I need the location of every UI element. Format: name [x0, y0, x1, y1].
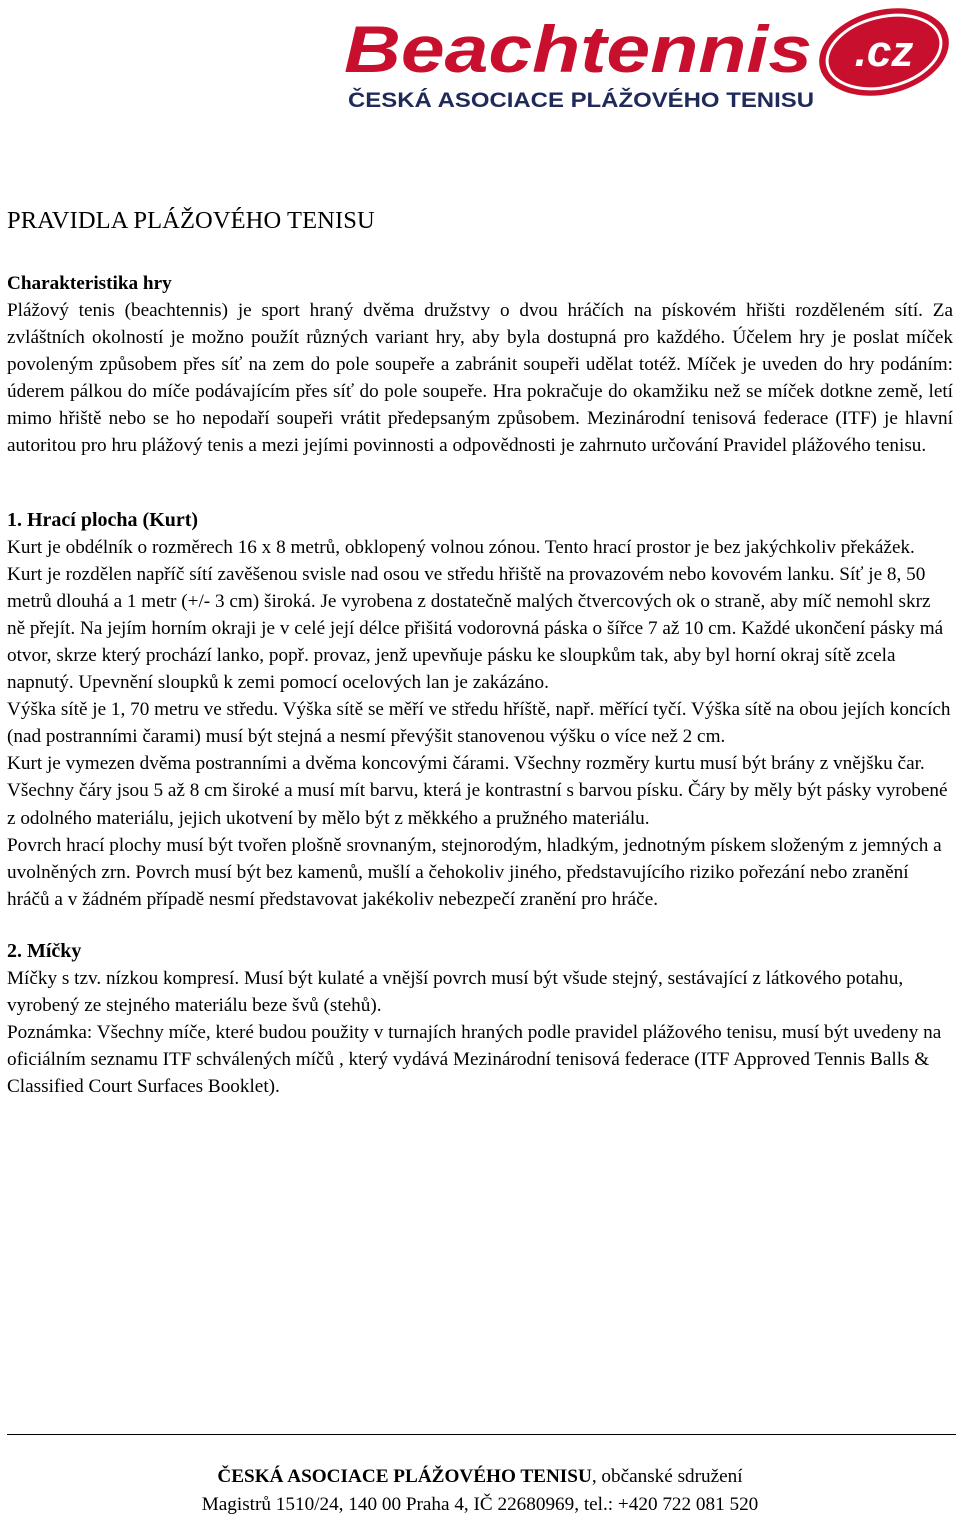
- paragraph: Povrch hrací plochy musí být tvořen plošně srovnaným, stejnorodým, hladkým, jednotným pískem složeným z jemných a uvolněných zrn. Povrch musí být bez kamenů, mušlí a čehokoliv jiného, představujícího riziko pořezání nebo zranění hráčů a v žádném případě nesmí představovat jakékoliv nebezpečí zranění pro hráče.: [7, 834, 942, 910]
- logo-tld: .cz: [854, 27, 914, 76]
- paragraph: Míčky s tzv. nízkou kompresí. Musí být kulaté a vnější povrch musí být všude stejný, sestávající z látkového potahu, vyrobený ze stejného materiálu beze švů (stehů).: [7, 967, 904, 1016]
- logo-cz-badge: [810, 6, 958, 109]
- paragraph: Kurt je obdélník o rozměrech 16 x 8 metrů, obklopený volnou zónou. Tento hrací prostor je bez jakýchkoliv překážek.: [7, 536, 915, 558]
- section-heading: 1. Hrací plocha (Kurt): [7, 508, 199, 531]
- section-characteristics: [7, 270, 953, 460]
- section-heading: 2. Míčky: [7, 939, 82, 962]
- paragraph: Kurt je vymezen dvěma postranními a dvěma koncovými čárami. Všechny rozměry kurtu musí být brány z vnějšku čar. Všechny čáry jsou 5 až 8 cm široké a musí mít barvu, která je kontrastní s barvou písku. Čáry by měly být pásky vyrobené z odolného materiálu, jejich ukotvení by mělo být z měkkého a pružného materiálu.: [7, 753, 948, 829]
- section-heading: Charakteristika hry: [7, 273, 172, 294]
- footer-address: Magistrů 1510/24, 140 00 Praha 4, IČ 22680969, tel.: +420 722 081 520: [201, 1494, 759, 1515]
- footer: [0, 1463, 960, 1519]
- document-title: PRAVIDLA PLÁŽOVÉHO TENISU: [7, 207, 375, 234]
- paragraph: Plážový tenis (beachtennis) je sport hraný dvěma družstvy o dvou hráčích na pískovém hřišti rozděleném sítí. Za zvláštních okolností je možno použít různých variant hry, aby byla dostupná pro každého. Účelem hry je poslat míček povoleným způsobem přes síť na zem do pole soupeře a zabránit soupeři udělat totéž. Míček je uveden do hry podáním: úderem pálkou do míče podávajícím přes síť do pole soupeře. Hra pokračuje do okamžiku než se míček dotkne země, letí mimo hřiště nebo se ho nepodaří soupeři vrátit předepsaným způsobem. Mezinárodní tenisová federace (ITF) je hlavní autoritou pro hru plážový tenis a mezi jejími povinnosti a odpovědnosti je zahrnuto určování Pravidel plážového tenisu.: [7, 300, 953, 457]
- section-balls: [7, 938, 953, 1100]
- logo-wordmark: Beachtennis: [344, 12, 812, 86]
- footer-divider: [7, 1434, 956, 1435]
- beachtennis-logo: [338, 6, 958, 116]
- section-court: [7, 507, 953, 913]
- paragraph: Výška sítě je 1, 70 metru ve středu. Výška sítě se měří ve středu hříště, např. měřící tyčí. Výška sítě na obou jejích koncích (nad postranními čarami) musí být stejná a nesmí převýšit stanovenou výšku o více než 2 cm.: [7, 699, 951, 748]
- paragraph: Kurt je rozdělen napříč sítí zavěšenou svisle nad osou ve středu hřiště na provazovém nebo kovovém lanku. Síť je 8, 50 metrů dlouhá a 1 metr (+/- 3 cm) široká. Je vyrobena z dostatečně malých čtvercových ok o straně, aby míč nemohl skrz ně přejít. Na jejím horním okraji je v celé její délce přišitá vodorovná páska o šířce 7 až 10 cm. Každé ukončení pásky má otvor, skrze který prochází lanko, popř. provaz, jenž upevňuje pásku ke sloupkům tak, aby byl horní okraj sítě zcela napnutý. Upevnění sloupků k zemi pomocí ocelových lan je zakázáno.: [7, 563, 944, 694]
- document-body: [7, 205, 953, 1100]
- logo-tagline: ČESKÁ ASOCIACE PLÁŽOVÉHO TENISU: [348, 89, 757, 112]
- footer-org-line: [0, 1463, 960, 1491]
- footer-org-suffix: , občanské sdružení: [591, 1466, 743, 1487]
- beachtennis-logo-graphic: [338, 6, 958, 116]
- footer-org-name: ČESKÁ ASOCIACE PLÁŽOVÉHO TENISU: [217, 1466, 592, 1487]
- paragraph: Poznámka: Všechny míče, které budou použity v turnajích hraných podle pravidel plážového tenisu, musí být uvedeny na oficiálním seznamu ITF schválených míčů , který vydává Mezinárodní tenisová federace (ITF Approved Tennis Balls & Classified Court Surfaces Booklet).: [7, 1022, 942, 1098]
